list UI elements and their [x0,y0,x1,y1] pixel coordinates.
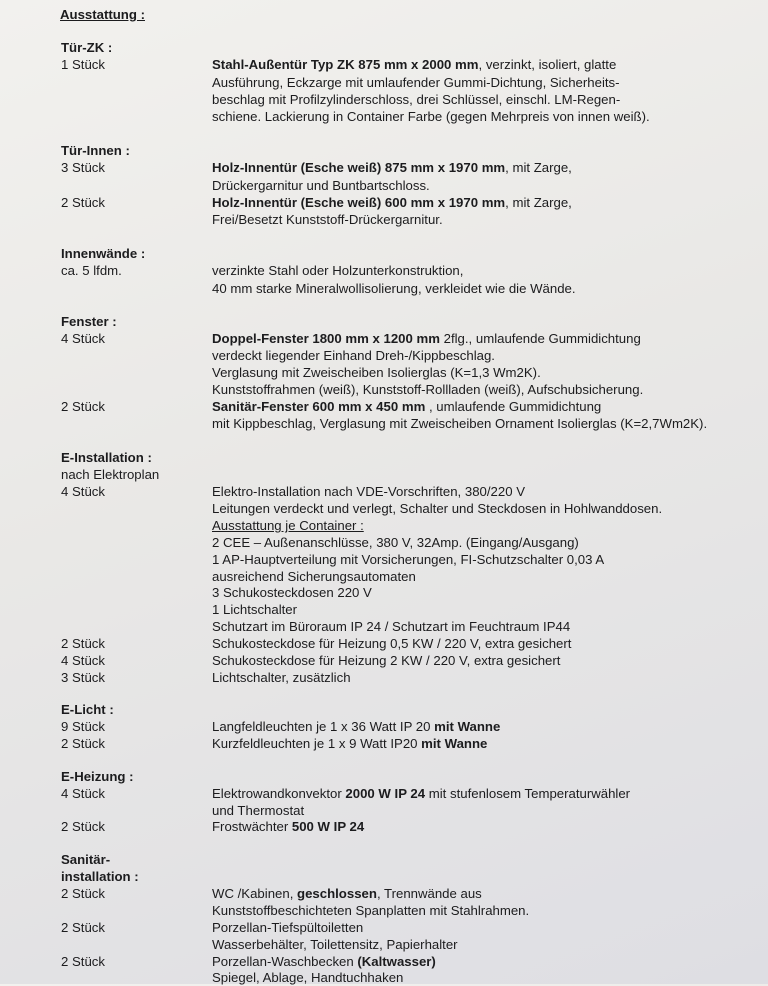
sanitaer-line-1 [0,885,768,902]
description [212,330,641,347]
e-installation-line-8 [0,601,768,618]
e-licht-line-2 [0,735,768,752]
quantity: 1 Stück [61,57,105,72]
bold-text: (Kaltwasser) [357,954,436,969]
bold-text: mit Wanne [434,719,501,734]
description: 2 CEE – Außenanschlüsse, 380 V, 32Amp. (Eingang/Ausgang) [212,535,579,550]
description: Schukosteckdose für Heizung 2 KW / 220 V, extra gesichert [212,653,561,668]
description: beschlag mit Profilzylinderschloss, drei Schlüssel, einschl. LM-Regen- [212,92,621,107]
tuer-zk-line-3 [0,91,768,108]
description: Lichtschalter, zusätzlich [212,670,351,685]
sanitaer-line-6 [0,969,768,986]
section-heading-tuer-innen: Tür-Innen : [61,143,130,158]
innenwaende-line-2 [0,280,768,297]
e-installation-line-4 [0,534,768,551]
e-heizung-line-1 [0,785,768,802]
description: Wasserbehälter, Toilettensitz, Papierhalter [212,937,458,952]
section-e-installation-heading-line [0,449,768,466]
quantity: 2 Stück [61,886,105,901]
description [212,953,436,970]
description: Leitungen verdeckt und verlegt, Schalter und Steckdosen in Hohlwanddosen. [212,501,663,516]
section-heading-tuer-zk: Tür-ZK : [61,40,113,55]
description [212,194,572,211]
description: 1 Lichtschalter [212,602,298,617]
sanitaer-line-2 [0,902,768,919]
bold-text: mit Wanne [421,736,488,751]
subheading: nach Elektroplan [61,467,160,482]
description: Ausführung, Eckzarge mit umlaufender Gummi-Dichtung, Sicherheits- [212,75,620,90]
text: Kurzfeldleuchten je 1 x 9 Watt IP20 [212,736,422,751]
section-fenster-heading-line [0,313,768,330]
section-heading-e-heizung: E-Heizung : [61,769,134,784]
description: Schukosteckdose für Heizung 0,5 KW / 220 V, extra gesichert [212,636,572,651]
description: und Thermostat [212,803,305,818]
section-e-heizung-heading-line [0,768,768,785]
section-tuer-innen-heading-line [0,142,768,159]
description: Drückergarnitur und Buntbartschloss. [212,178,430,193]
e-installation-extra-2 [0,652,768,669]
e-installation-line-7 [0,584,768,601]
e-heizung-line-2 [0,802,768,819]
description [212,718,500,735]
tuer-zk-line-2 [0,74,768,91]
text: , verzinkt, isoliert, glatte [478,57,617,72]
bold-text: geschlossen [297,886,377,901]
quantity: 4 Stück [61,786,105,801]
fenster-line-6 [0,415,768,432]
section-tuer-zk-heading-line [0,39,768,56]
e-installation-line-2 [0,500,768,517]
quantity: 9 Stück [61,719,105,734]
bold-text: 500 W IP 24 [291,819,365,834]
text: , umlaufende Gummidichtung [425,399,602,414]
section-heading-sanitaer-2: installation : [61,869,139,884]
quantity: 2 Stück [61,195,105,210]
underlined-subheading: Ausstattung je Container : [212,518,364,533]
document-title: Ausstattung : [60,7,145,22]
fenster-line-1 [0,330,768,347]
quantity: 4 Stück [61,484,105,499]
bold-text: Holz-Innentür (Esche weiß) 875 mm x 1970 mm [212,160,506,175]
description: Verglasung mit Zweischeiben Isolierglas (K=1,3 Wm2K). [212,365,541,380]
description: Frei/Besetzt Kunststoff-Drückergarnitur. [212,212,443,227]
tuer-innen-line-2 [0,177,768,194]
e-installation-line-5 [0,551,768,568]
text: , mit Zarge, [505,195,572,210]
fenster-line-5 [0,398,768,415]
text: WC /Kabinen, [212,886,298,901]
description: 40 mm starke Mineralwollisolierung, verkleidet wie die Wände. [212,281,576,296]
quantity: 2 Stück [61,399,105,414]
text: Langfeldleuchten je 1 x 36 Watt IP 20 [212,719,435,734]
sanitaer-line-4 [0,936,768,953]
description [212,818,364,835]
e-heizung-line-3 [0,818,768,835]
description: verdeckt liegender Einhand Dreh-/Kippbeschlag. [212,348,495,363]
bold-text: Holz-Innentür (Esche weiß) 600 mm x 1970 mm [212,195,506,210]
quantity: 4 Stück [61,331,105,346]
description: Kunststoffrahmen (weiß), Kunststoff-Rollladen (weiß), Aufschubsicherung. [212,382,644,397]
sanitaer-line-3 [0,919,768,936]
tuer-innen-line-1 [0,159,768,176]
section-sanitaer-heading-line-1 [0,851,768,868]
section-e-licht-heading-line [0,701,768,718]
tuer-innen-line-3 [0,194,768,211]
text: Porzellan-Waschbecken [212,954,358,969]
text: Frostwächter [212,819,292,834]
quantity: 4 Stück [61,653,105,668]
title-line [0,6,768,23]
bold-text: 2000 W IP 24 [345,786,426,801]
quantity: 2 Stück [61,819,105,834]
quantity: 3 Stück [61,160,105,175]
e-licht-line-1 [0,718,768,735]
quantity: 2 Stück [61,920,105,935]
bold-text: Sanitär-Fenster 600 mm x 450 mm [212,399,426,414]
sanitaer-line-5 [0,953,768,970]
description [212,885,482,902]
tuer-innen-line-4 [0,211,768,228]
section-heading-e-licht: E-Licht : [61,702,114,717]
tuer-zk-line-4 [0,108,768,125]
bold-text: Stahl-Außentür Typ ZK 875 mm x 2000 mm [212,57,479,72]
text: , Trennwände aus [376,886,482,901]
description: 1 AP-Hauptverteilung mit Vorsicherungen, FI-Schutzschalter 0,03 A [212,552,605,567]
innenwaende-line-1 [0,262,768,279]
description: mit Kippbeschlag, Verglasung mit Zweischeiben Ornament Isolierglas (K=2,7Wm2K). [212,416,708,431]
text: mit stufenlosem Temperaturwähler [425,786,631,801]
bold-text: Doppel-Fenster 1800 mm x 1200 mm [212,331,440,346]
quantity: 3 Stück [61,670,105,685]
quantity: 2 Stück [61,736,105,751]
section-heading-innenwaende: Innenwände : [61,246,146,261]
fenster-line-4 [0,381,768,398]
description [212,159,572,176]
description: Schutzart im Büroraum IP 24 / Schutzart im Feuchtraum IP44 [212,619,571,634]
e-installation-line-3 [0,517,768,534]
section-innenwaende-heading-line [0,245,768,262]
section-sanitaer-heading-line-2 [0,868,768,885]
e-installation-extra-1 [0,635,768,652]
text: , mit Zarge, [505,160,572,175]
description [212,785,630,802]
e-installation-line-6 [0,568,768,585]
quantity: 2 Stück [61,636,105,651]
description: Kunststoffbeschichteten Spanplatten mit Stahlrahmen. [212,903,530,918]
section-heading-fenster: Fenster : [61,314,117,329]
description: Porzellan-Tiefspültoiletten [212,920,364,935]
quantity: 2 Stück [61,954,105,969]
text: 2flg., umlaufende Gummidichtung [439,331,641,346]
text: Elektrowandkonvektor [212,786,346,801]
description [212,56,616,73]
description: schiene. Lackierung in Container Farbe (gegen Mehrpreis von innen weiß). [212,109,650,124]
section-heading-e-installation: E-Installation : [61,450,152,465]
quantity: ca. 5 lfdm. [61,263,122,278]
description: 3 Schukosteckdosen 220 V [212,585,372,600]
description: ausreichend Sicherungsautomaten [212,569,416,584]
e-installation-line-1 [0,483,768,500]
description: verzinkte Stahl oder Holzunterkonstruktion, [212,263,464,278]
description [212,735,487,752]
description: Elektro-Installation nach VDE-Vorschriften, 380/220 V [212,484,526,499]
e-installation-line-9 [0,618,768,635]
tuer-zk-line-1 [0,56,768,73]
e-installation-sub-line [0,466,768,483]
e-installation-extra-3 [0,669,768,686]
fenster-line-2 [0,347,768,364]
description [212,398,601,415]
fenster-line-3 [0,364,768,381]
section-heading-sanitaer: Sanitär- [61,852,111,867]
description: Spiegel, Ablage, Handtuchhaken [212,970,404,985]
